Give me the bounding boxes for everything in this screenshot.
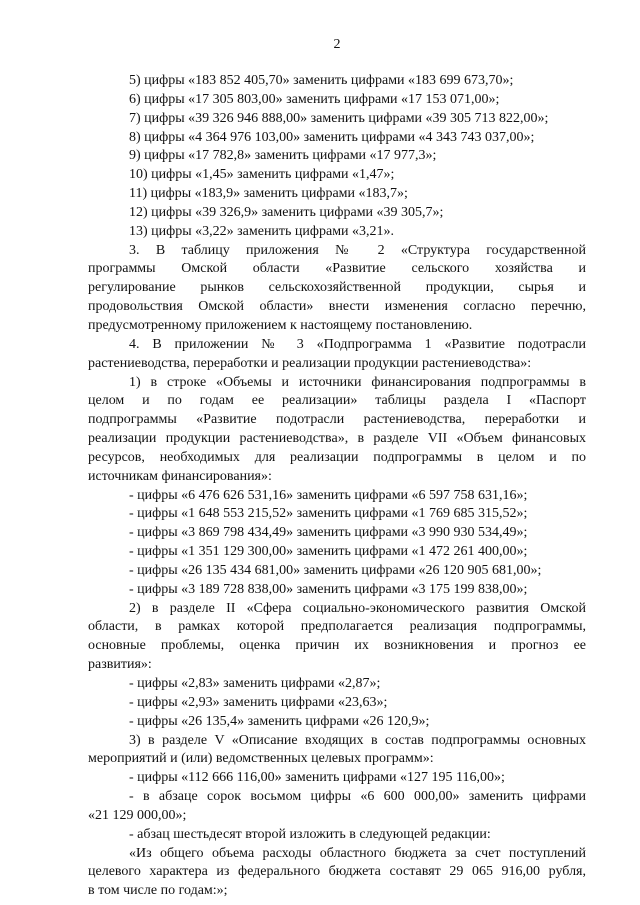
text-line: «Из общего объема расходы областного бюджета за счет поступлений — [129, 845, 586, 861]
text-line: - цифры «6 476 626 531,16» заменить цифрами «6 597 758 631,16»; — [129, 487, 528, 503]
text-line: - цифры «3 869 798 434,49» заменить цифрами «3 990 930 534,49»; — [129, 525, 528, 541]
text-line: подпрограммы «Развитие подотрасли растениеводства, переработки и — [88, 412, 586, 428]
text-line: - цифры «2,93» заменить цифрами «23,63»; — [129, 694, 388, 710]
text-line: - цифры «112 666 116,00» заменить цифрами «127 195 116,00»; — [129, 770, 505, 786]
page-number: 2 — [333, 37, 341, 52]
text-line: 12) цифры «39 326,9» заменить цифрами «39 305,7»; — [129, 204, 444, 220]
text-line: 8) цифры «4 364 976 103,00» заменить цифрами «4 343 743 037,00»; — [129, 129, 535, 145]
text-line: - цифры «3 189 728 838,00» заменить цифрами «3 175 199 838,00»; — [129, 581, 528, 597]
text-line: целевого характера из федерального бюджета составят 29 065 916,00 рубля, — [88, 864, 586, 880]
document-body — [88, 72, 586, 901]
text-line: 13) цифры «3,22» заменить цифрами «3,21». — [129, 223, 395, 239]
text-line: предусмотренному приложением к настоящему постановлению. — [88, 317, 473, 333]
text-line: - цифры «26 135,4» заменить цифрами «26 120,9»; — [129, 713, 430, 729]
text-line: - цифры «1 351 129 300,00» заменить цифрами «1 472 261 400,00»; — [129, 544, 528, 560]
text-line: - цифры «1 648 553 215,52» заменить цифрами «1 769 685 315,52»; — [129, 506, 528, 522]
text-line: в том числе по годам:»; — [88, 883, 228, 899]
text-line: продовольствия Омской области» внести изменения согласно перечню, — [88, 299, 586, 315]
text-line: ресурсов, необходимых для реализации подпрограммы в целом и по — [88, 449, 586, 465]
text-line: - абзац шестьдесят второй изложить в следующей редакции: — [129, 826, 491, 842]
text-line: 9) цифры «17 782,8» заменить цифрами «17 977,3»; — [129, 148, 437, 164]
text-line: основные проблемы, оценка причин их возникновения и прогноз ее — [88, 638, 586, 654]
text-line: - в абзаце сорок восьмом цифры «6 600 000,00» заменить цифрами — [129, 789, 586, 805]
text-line: 5) цифры «183 852 405,70» заменить цифрами «183 699 673,70»; — [129, 73, 514, 88]
text-line: источникам финансирования»: — [88, 468, 272, 484]
text-line: 6) цифры «17 305 803,00» заменить цифрами «17 153 071,00»; — [129, 91, 500, 107]
text-line: 2) в разделе II «Сфера социально-экономического развития Омской — [129, 600, 586, 616]
text-line: мероприятий и (или) ведомственных целевых программ»: — [88, 751, 434, 767]
text-line: развития»: — [88, 657, 152, 673]
text-line: 7) цифры «39 326 946 888,00» заменить цифрами «39 305 713 822,00»; — [129, 110, 549, 126]
text-line: 4. В приложении № 3 «Подпрограмма 1 «Развитие подотрасли — [129, 336, 586, 352]
text-line: 10) цифры «1,45» заменить цифрами «1,47»; — [129, 167, 395, 183]
text-line: целом и по годам ее реализации» таблицы раздела I «Паспорт — [88, 393, 586, 409]
text-line: 3. В таблицу приложения № 2 «Структура государственной — [129, 242, 586, 258]
text-line: реализации продукции растениеводства», в разделе VII «Объем финансовых — [88, 431, 586, 447]
text-line: программы Омской области «Развитие сельского хозяйства и — [88, 261, 586, 277]
text-line: - цифры «26 135 434 681,00» заменить цифрами «26 120 905 681,00»; — [129, 562, 542, 578]
document-page — [88, 0, 586, 905]
text-line: 1) в строке «Объемы и источники финансирования подпрограммы в — [129, 374, 586, 390]
text-line: 3) в разделе V «Описание входящих в состав подпрограммы основных — [129, 732, 586, 748]
text-line: «21 129 000,00»; — [88, 807, 187, 823]
text-line: - цифры «2,83» заменить цифрами «2,87»; — [129, 676, 381, 691]
text-line: растениеводства, переработки и реализации продукции растениеводства»: — [88, 355, 532, 371]
text-line: 11) цифры «183,9» заменить цифрами «183,7»; — [129, 186, 408, 202]
text-line: области, в рамках которой предполагается реализация подпрограммы, — [88, 619, 586, 635]
text-line: регулирование рынков сельскохозяйственной продукции, сырья и — [88, 280, 586, 296]
